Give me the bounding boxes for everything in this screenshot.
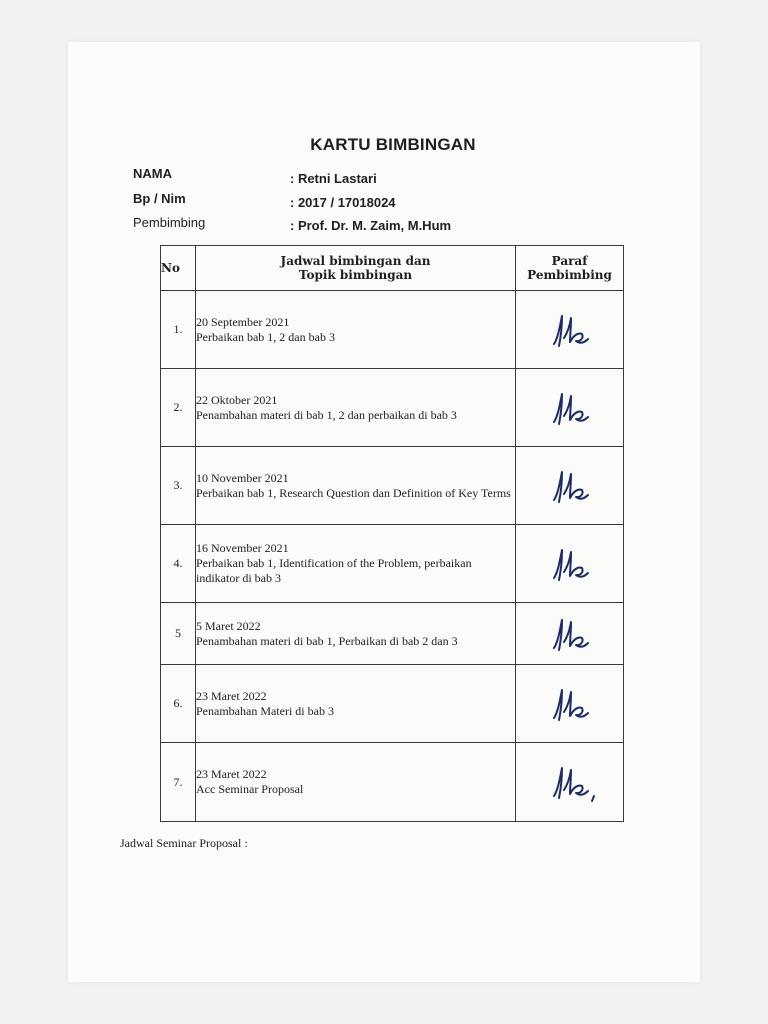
signature-cell	[516, 447, 624, 525]
table-row	[161, 291, 624, 369]
row-topic	[196, 369, 516, 447]
signature-mark	[540, 612, 600, 656]
row-date: 20 September 2021	[196, 314, 290, 329]
pembimbing-value: : Prof. Dr. M. Zaim, M.Hum	[290, 218, 452, 233]
signature-mark	[540, 760, 600, 804]
signature-stroke	[554, 768, 588, 798]
header-sign-line1: Paraf	[551, 254, 588, 268]
signature-stroke	[554, 472, 588, 502]
row-topic	[196, 291, 516, 369]
table-row	[161, 665, 624, 743]
row-description: Perbaikan bab 1, Identification of the Problem, perbaikan indikator di bab 3	[196, 556, 472, 585]
table-row	[161, 369, 624, 447]
signature-mark	[540, 464, 600, 508]
nama-value: : Retni Lastari	[290, 171, 377, 186]
row-topic	[196, 525, 516, 603]
row-description: Penambahan materi di bab 1, Perbaikan di bab 2 dan 3	[196, 633, 458, 648]
row-number: 6.	[161, 665, 196, 743]
row-date: 5 Maret 2022	[196, 618, 261, 633]
signature-stroke	[554, 316, 588, 346]
signature-cell	[516, 525, 624, 603]
signature-cell	[516, 743, 624, 822]
row-date: 16 November 2021	[196, 541, 289, 555]
row-date: 23 Maret 2022	[196, 767, 267, 781]
header-topic-line2: Topik bimbingan	[298, 268, 413, 282]
row-number: 1.	[161, 291, 196, 369]
signature-stroke	[554, 394, 588, 424]
seminar-schedule-label: Jadwal Seminar Proposal :	[120, 836, 248, 850]
header-sign-line2: Pembimbing	[527, 268, 612, 282]
signature-stroke	[554, 550, 588, 580]
row-topic	[196, 665, 516, 743]
row-date: 10 November 2021	[196, 470, 289, 485]
pembimbing-label: Pembimbing	[133, 215, 206, 230]
table-row	[161, 447, 624, 525]
signature-comma	[592, 796, 594, 801]
signature-cell	[516, 291, 624, 369]
signature-cell	[516, 665, 624, 743]
table-header-row	[161, 246, 624, 291]
row-number: 5	[161, 603, 196, 665]
row-date: 23 Maret 2022	[196, 688, 267, 703]
table-row	[161, 525, 624, 603]
signature-stroke	[554, 620, 588, 650]
signature-stroke	[554, 690, 588, 720]
row-number: 3.	[161, 447, 196, 525]
row-description: Perbaikan bab 1, 2 dan bab 3	[196, 329, 335, 344]
signature-mark	[540, 542, 600, 586]
header-no: No	[161, 246, 196, 291]
row-topic	[196, 447, 516, 525]
signature-mark	[540, 682, 600, 726]
signature-cell	[516, 369, 624, 447]
nama-label: NAMA	[133, 166, 172, 181]
row-date: 22 Oktober 2021	[196, 392, 278, 407]
table-row	[161, 603, 624, 665]
row-topic	[196, 743, 516, 822]
document-title: KARTU BIMBINGAN	[310, 135, 476, 154]
header-signature	[516, 246, 624, 291]
row-topic	[196, 603, 516, 665]
signature-cell	[516, 603, 624, 665]
bp-nim-value: : 2017 / 17018024	[290, 195, 396, 210]
row-number: 7.	[161, 743, 196, 822]
header-topic	[196, 246, 516, 291]
header-topic-line1: Jadwal bimbingan dan	[280, 254, 431, 268]
row-description: Acc Seminar Proposal	[196, 782, 304, 796]
bimbingan-table	[160, 245, 624, 822]
signature-mark	[540, 308, 600, 352]
row-description: Perbaikan bab 1, Research Question dan Definition of Key Terms	[196, 485, 511, 500]
row-description: Penambahan Materi di bab 3	[196, 703, 334, 718]
row-number: 2.	[161, 369, 196, 447]
bp-nim-label: Bp / Nim	[133, 191, 186, 206]
row-number: 4.	[161, 525, 196, 603]
table-row	[161, 743, 624, 822]
signature-mark	[540, 386, 600, 430]
row-description: Penambahan materi di bab 1, 2 dan perbaikan di bab 3	[196, 407, 457, 422]
